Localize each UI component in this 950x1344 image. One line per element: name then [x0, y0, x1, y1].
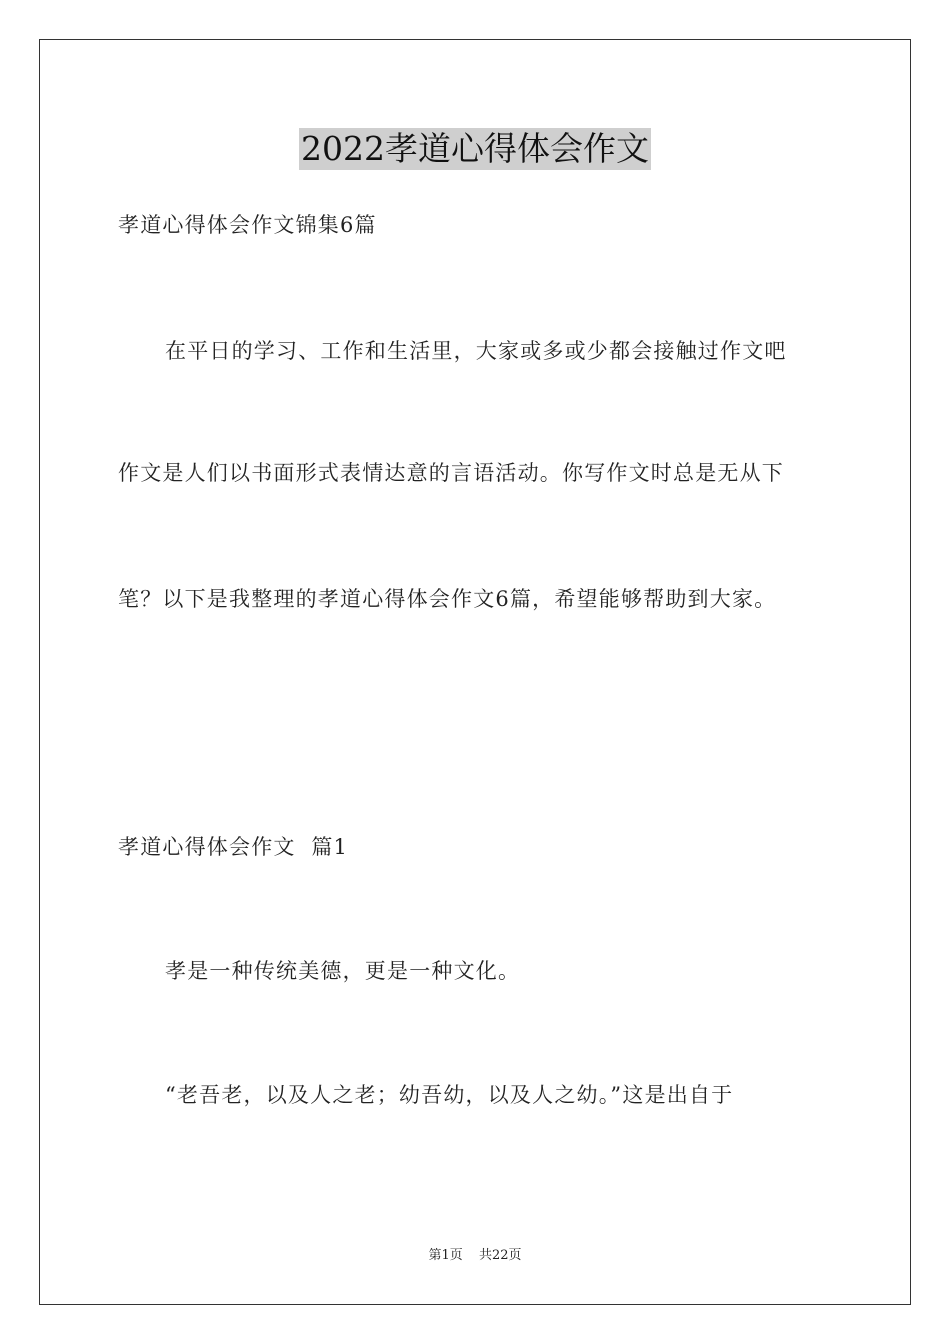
intro-line-2: 作文是人们以书面形式表情达意的言语活动。你写作文时总是无从下 [118, 461, 784, 485]
document-title: 2022孝道心得体会作文 [301, 129, 649, 168]
page-number: 第1页 [428, 1248, 463, 1263]
document-subtitle: 孝道心得体会作文锦集6篇 [118, 213, 377, 237]
section-heading: 孝道心得体会作文 篇1 [118, 835, 349, 859]
page-total: 共22页 [478, 1248, 522, 1263]
body-line-2: “老吾老，以及人之老；幼吾幼，以及人之幼。”这是出自于 [165, 1083, 734, 1107]
intro-line-1: 在平日的学习、工作和生活里，大家或多或少都会接触过作文吧 [165, 339, 787, 363]
body-line-1: 孝是一种传统美德，更是一种文化。 [165, 959, 521, 983]
title-container [0, 128, 950, 170]
intro-line-3: 笔？以下是我整理的孝道心得体会作文6篇，希望能够帮助到大家。 [118, 587, 777, 611]
page-footer [0, 1246, 950, 1266]
